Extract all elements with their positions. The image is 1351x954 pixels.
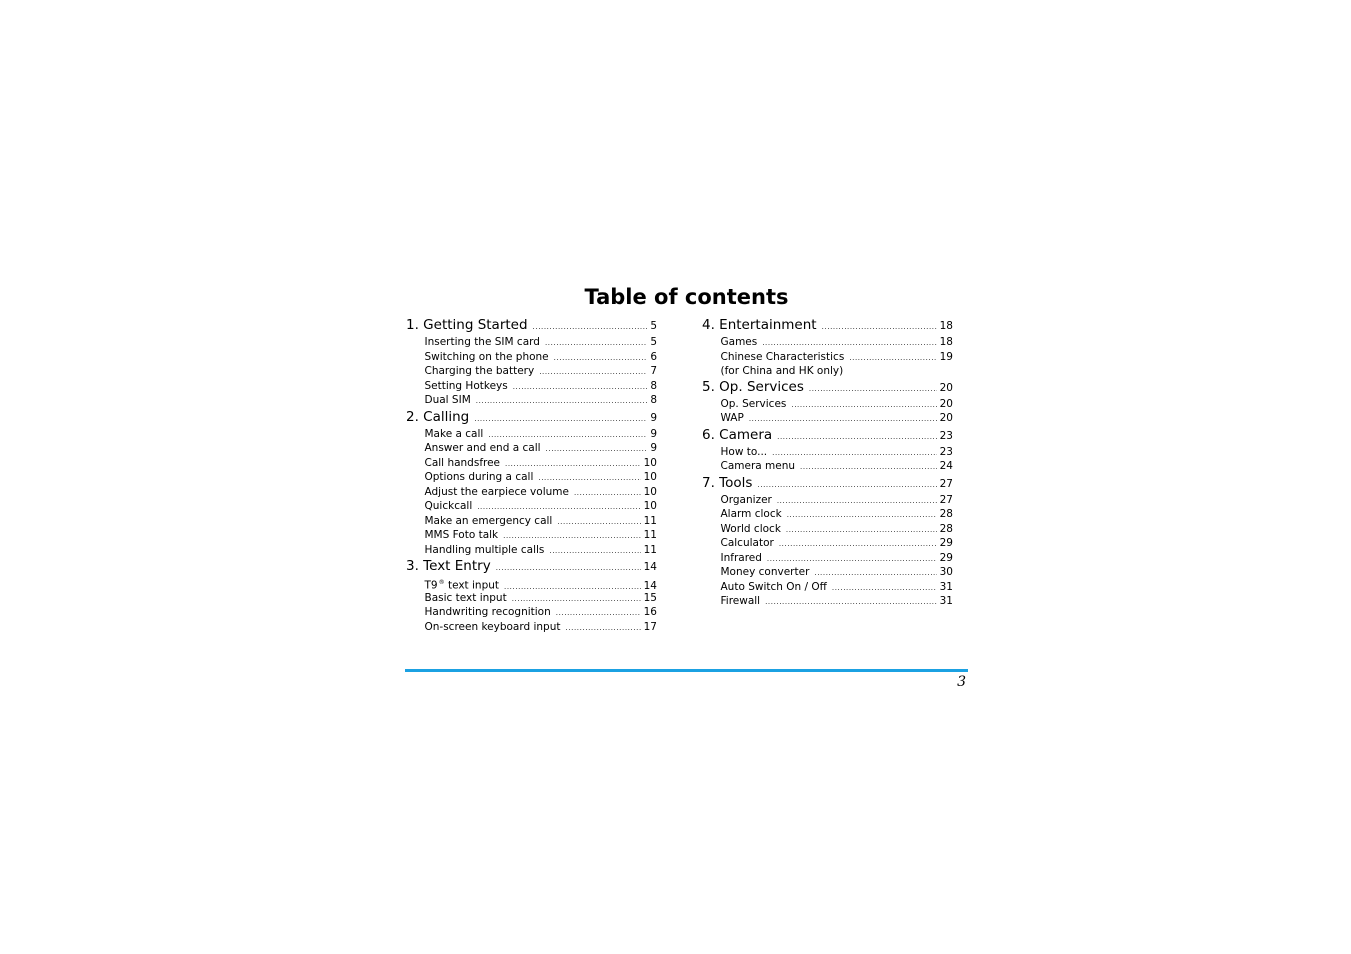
entry-page: 11 — [643, 514, 657, 527]
entry-page: 31 — [939, 580, 953, 593]
chapter-page: 18 — [939, 320, 953, 332]
dot-leader — [512, 592, 641, 607]
footer-rule — [405, 669, 968, 672]
dot-leader — [777, 494, 937, 509]
dot-leader — [814, 566, 936, 581]
entry-page: 17 — [643, 620, 657, 633]
dot-leader — [513, 380, 648, 395]
entry-label: MMS Foto talk — [424, 529, 499, 541]
dot-leader — [849, 351, 936, 366]
entry-page: 10 — [643, 500, 657, 512]
dot-leader — [800, 460, 937, 475]
chapter-label: 1. Getting Started — [406, 317, 528, 333]
dot-leader — [787, 508, 937, 523]
chapter-page: 5 — [650, 320, 657, 332]
entry-label: Games — [720, 336, 758, 348]
dot-leader — [832, 581, 937, 596]
dot-leader — [496, 559, 641, 578]
entry-label: Organizer — [720, 493, 772, 506]
page-title: Table of contents — [584, 285, 789, 309]
entry-label: Setting Hotkeys — [424, 379, 508, 392]
entry-label: Handling multiple calls — [424, 543, 545, 556]
entry-label: Inserting the SIM card — [424, 336, 540, 348]
entry-label: Auto Switch On / Off — [720, 580, 827, 593]
chapter-label: 2. Calling — [406, 408, 470, 425]
entry-label: Op. Services — [720, 397, 787, 410]
entry-label: World clock — [720, 522, 781, 535]
entry-page: 8 — [650, 394, 657, 406]
entry-label: On-screen keyboard input — [424, 620, 561, 633]
entry-page: 5 — [650, 336, 657, 348]
entry-page: 31 — [939, 595, 953, 607]
entry-label: WAP — [720, 412, 744, 424]
toc-chapter-getting-started[interactable] — [406, 316, 657, 335]
toc-entry[interactable] — [425, 364, 658, 379]
entry-label: Money converter — [720, 566, 810, 578]
chapter-page: 9 — [650, 411, 657, 424]
dot-leader — [822, 318, 937, 337]
toc-entry[interactable] — [425, 576, 658, 591]
entry-label: Charging the battery — [424, 365, 535, 377]
toc-entry[interactable] — [721, 551, 954, 566]
entry-label-main: T9 — [424, 579, 438, 592]
dot-leader — [786, 523, 937, 538]
entry-label: Basic text input — [424, 591, 507, 604]
toc-entry[interactable] — [721, 507, 954, 522]
toc-entry[interactable] — [425, 528, 658, 543]
entry-label-line2: (for China and HK only) — [720, 364, 844, 377]
dot-leader — [765, 595, 937, 610]
toc-right-column — [702, 316, 953, 609]
dot-leader — [809, 380, 937, 399]
toc-entry[interactable] — [425, 335, 658, 350]
toc-entry[interactable] — [425, 605, 658, 620]
toc-entry[interactable] — [425, 543, 658, 558]
toc-entry[interactable] — [425, 379, 658, 394]
chapter-label: 5. Op. Services — [702, 378, 804, 395]
dot-leader — [533, 318, 648, 337]
chapter-page: 27 — [939, 477, 953, 490]
dot-leader — [574, 486, 641, 501]
entry-label: Dual SIM — [424, 394, 471, 406]
dot-leader — [505, 457, 641, 472]
entry-label: Quickcall — [424, 500, 473, 512]
entry-label: Call handsfree — [424, 456, 501, 469]
chapter-page: 20 — [939, 381, 953, 394]
toc-entry[interactable] — [425, 350, 658, 365]
dot-leader — [538, 471, 640, 486]
entry-page: 18 — [939, 336, 953, 348]
entry-page: 28 — [939, 508, 953, 520]
entry-page: 10 — [643, 471, 657, 483]
entry-page: 6 — [650, 350, 657, 363]
toc-entry[interactable] — [425, 470, 658, 485]
entry-label: Firewall — [720, 595, 761, 607]
toc-entry[interactable] — [721, 459, 954, 474]
toc-entry[interactable] — [425, 620, 658, 635]
chapter-label: 3. Text Entry — [406, 558, 491, 574]
entry-label: Switching on the phone — [424, 350, 549, 363]
entry-page: 8 — [650, 379, 657, 392]
dot-leader — [762, 336, 936, 351]
toc-entry[interactable] — [425, 441, 658, 456]
toc-entry[interactable] — [721, 565, 954, 580]
dot-leader — [546, 442, 648, 457]
dot-leader — [557, 515, 640, 530]
toc-entry[interactable] — [721, 397, 954, 412]
dot-leader — [477, 500, 640, 515]
toc-chapter-tools[interactable] — [702, 474, 953, 493]
entry-page: 9 — [650, 427, 657, 440]
chapter-label: 7. Tools — [702, 474, 753, 491]
entry-label: Infrared — [720, 551, 762, 564]
dot-leader — [539, 365, 647, 380]
entry-page: 24 — [939, 460, 953, 472]
entry-label: Calculator — [720, 537, 774, 549]
registered-mark: ® — [438, 579, 445, 586]
toc-entry[interactable] — [425, 514, 658, 529]
entry-page: 10 — [643, 456, 657, 469]
dot-leader — [549, 544, 640, 559]
toc-entry[interactable] — [425, 499, 658, 514]
dot-leader — [488, 428, 647, 443]
entry-page: 30 — [939, 566, 953, 578]
entry-page: 20 — [939, 412, 953, 424]
entry-label: Camera menu — [720, 460, 796, 472]
entry-page: 9 — [650, 442, 657, 454]
entry-label: How to... — [720, 445, 768, 458]
entry-page: 23 — [939, 445, 953, 458]
toc-entry[interactable] — [721, 536, 954, 551]
dot-leader — [767, 552, 937, 567]
chapter-label: 4. Entertainment — [702, 317, 817, 333]
toc-left-column — [406, 316, 657, 634]
entry-page: 11 — [643, 529, 657, 541]
toc-chapter-entertainment[interactable] — [702, 316, 953, 335]
dot-leader — [779, 537, 937, 552]
toc-chapter-text-entry[interactable] — [406, 557, 657, 576]
dot-leader — [476, 394, 648, 409]
entry-label: Make a call — [424, 427, 484, 440]
dot-leader — [554, 351, 648, 366]
dot-leader — [777, 428, 936, 447]
entry-page: 27 — [939, 493, 953, 506]
toc-entry[interactable] — [721, 411, 954, 426]
entry-page: 11 — [643, 543, 657, 556]
entry-label: Handwriting recognition — [424, 606, 551, 618]
entry-page: 19 — [939, 350, 953, 363]
toc-chapter-op-services[interactable] — [702, 378, 953, 397]
dot-leader — [474, 410, 647, 429]
toc-entry[interactable] — [425, 456, 658, 471]
page-number: 3 — [957, 674, 966, 690]
chapter-page: 14 — [643, 561, 657, 573]
dot-leader — [545, 336, 647, 351]
toc-entry[interactable] — [721, 522, 954, 537]
entry-label-suffix: text input — [444, 579, 500, 592]
toc-chapter-calling[interactable] — [406, 408, 657, 427]
entry-page: 7 — [650, 365, 657, 377]
entry-page: 10 — [643, 485, 657, 498]
entry-label: Answer and end a call — [424, 442, 541, 454]
entry-page: 20 — [939, 397, 953, 410]
entry-label: Make an emergency call — [424, 514, 553, 527]
toc-entry[interactable] — [425, 393, 658, 408]
toc-entry[interactable] — [425, 591, 658, 606]
entry-page: 15 — [643, 591, 657, 604]
entry-page: 29 — [939, 551, 953, 564]
entry-label: Options during a call — [424, 471, 534, 483]
dot-leader — [757, 476, 936, 495]
toc-entry[interactable] — [721, 594, 954, 609]
toc-chapter-camera[interactable] — [702, 426, 953, 445]
entry-page: 29 — [939, 537, 953, 549]
toc-entry[interactable] — [721, 335, 954, 350]
chapter-label: 6. Camera — [702, 426, 773, 443]
toc-entry[interactable] — [425, 427, 658, 442]
toc-entry[interactable] — [721, 580, 954, 595]
chapter-page: 23 — [939, 429, 953, 442]
toc-entry[interactable] — [721, 493, 954, 508]
dot-leader — [503, 529, 640, 544]
dot-leader — [566, 621, 641, 636]
entry-page: 16 — [643, 606, 657, 618]
entry-label: Adjust the earpiece volume — [424, 485, 569, 498]
toc-entry[interactable] — [425, 485, 658, 500]
toc-entry[interactable] — [721, 445, 954, 460]
dot-leader — [772, 446, 937, 461]
entry-label — [721, 350, 845, 378]
entry-page: 28 — [939, 522, 953, 535]
dot-leader — [749, 412, 937, 427]
dot-leader — [791, 398, 936, 413]
entry-label-line1: Chinese Characteristics — [720, 350, 845, 363]
dot-leader — [556, 606, 641, 621]
entry-page: 14 — [643, 579, 657, 592]
entry-label: Alarm clock — [720, 508, 782, 520]
toc-entry[interactable] — [721, 350, 954, 378]
